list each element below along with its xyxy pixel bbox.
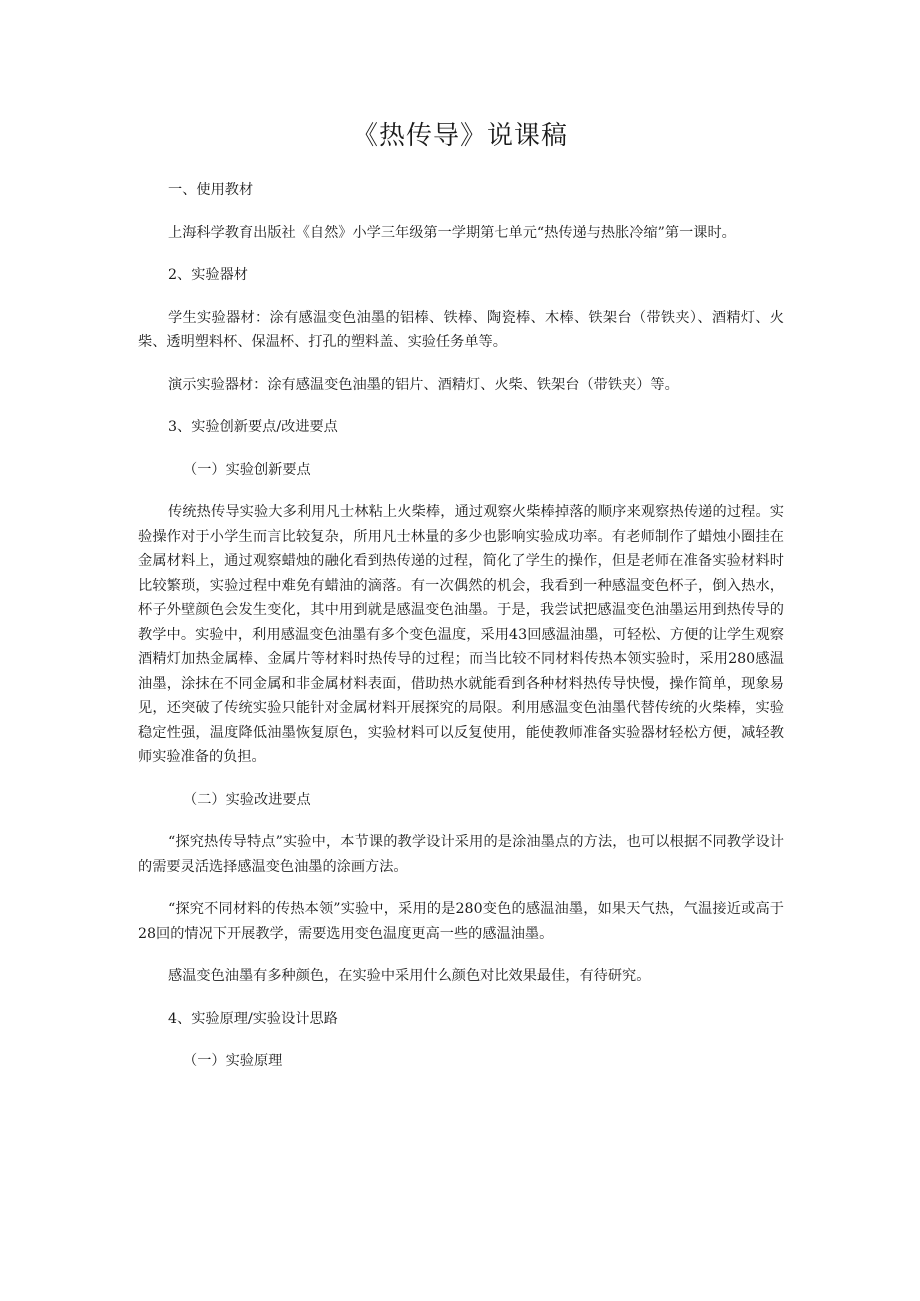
paragraph-student-equipment: 学生实验器材：涂有感温变色油墨的铝棒、铁棒、陶瓷棒、木棒、铁架台（带铁夹）、酒精灯、火柴、透明塑料杯、保温杯、打孔的塑料盖、实验任务单等。 [138, 309, 784, 350]
section-heading-4: 4、实验原理/实验设计思路 [168, 1010, 338, 1027]
document-title: 《热传导》说课稿 [351, 121, 568, 151]
paragraph-improvement-3: 感温变色油墨有多种颜色，在实验中采用什么颜色对比效果最佳，有待研究。 [168, 968, 651, 984]
subheading-innovation: （一）实验创新要点 [183, 461, 311, 478]
section-heading-2: 2、实验器材 [168, 267, 248, 283]
paragraph-demo-equipment: 演示实验器材：涂有感温变色油墨的铝片、酒精灯、火柴、铁架台（带铁夹）等。 [168, 376, 679, 393]
paragraph-textbook: 上海科学教育出版社《自然》小学三年级第一学期第七单元“热传递与热胀冷缩”第一课时。 [168, 224, 736, 241]
paragraph-improvement-1: “探究热传导特点”实验中，本节课的教学设计采用的是涂油墨点的方法，也可以根据不同教学设计的需要灵活选择感温变色油墨的涂画方法。 [138, 834, 784, 875]
subheading-improvement: （二）实验改进要点 [183, 791, 311, 808]
section-heading-1: 一、使用教材 [168, 182, 254, 198]
document-body [138, 178, 784, 1092]
subheading-principle: （一）实验原理 [183, 1053, 283, 1069]
section-heading-3: 3、实验创新要点/改进要点 [168, 419, 338, 435]
paragraph-improvement-2: “探究不同材料的传热本领”实验中，采用的是280变色的感温油墨，如果天气热，气温接近或高于28回的情况下开展教学，需要选用变色温度更高一些的感温油墨。 [138, 901, 784, 942]
paragraph-innovation: 传统热传导实验大多利用凡士林粘上火柴棒，通过观察火柴棒掉落的顺序来观察热传递的过程。实验操作对于小学生而言比较复杂，所用凡士林量的多少也影响实验成功率。有老师制作了蜡烛小圈挂在金属材料上，通过观察蜡烛的融化看到热传递的过程，简化了学生的操作，但是老师在准备实验材料时比较繁琐，实验过程中难免有蜡油的滴落。有一次偶然的机会，我看到一种感温变色杯子，倒入热水，杯子外壁颜色会发生变化，其中用到就是感温变色油墨。于是，我尝试把感温变色油墨运用到热传导的教学中。实验中，利用感温变色油墨有多个变色温度，采用43回感温油墨，可轻松、方便的让学生观察酒精灯加热金属棒、金属片等材料时热传导的过程；而当比较不同材料传热本领实验时，采用280感温油墨，涂抹在不同金属和非金属材料表面，借助热水就能看到各种材料热传导快慢，操作简单，现象易见，还突破了传统实验只能针对金属材料开展探究的局限。利用感温变色油墨代替传统的火柴棒，实验稳定性强，温度降低油墨恢复原色，实验材料可以反复使用，能使教师准备实验器材轻松方便，减轻教师实验准备的负担。 [138, 504, 784, 765]
